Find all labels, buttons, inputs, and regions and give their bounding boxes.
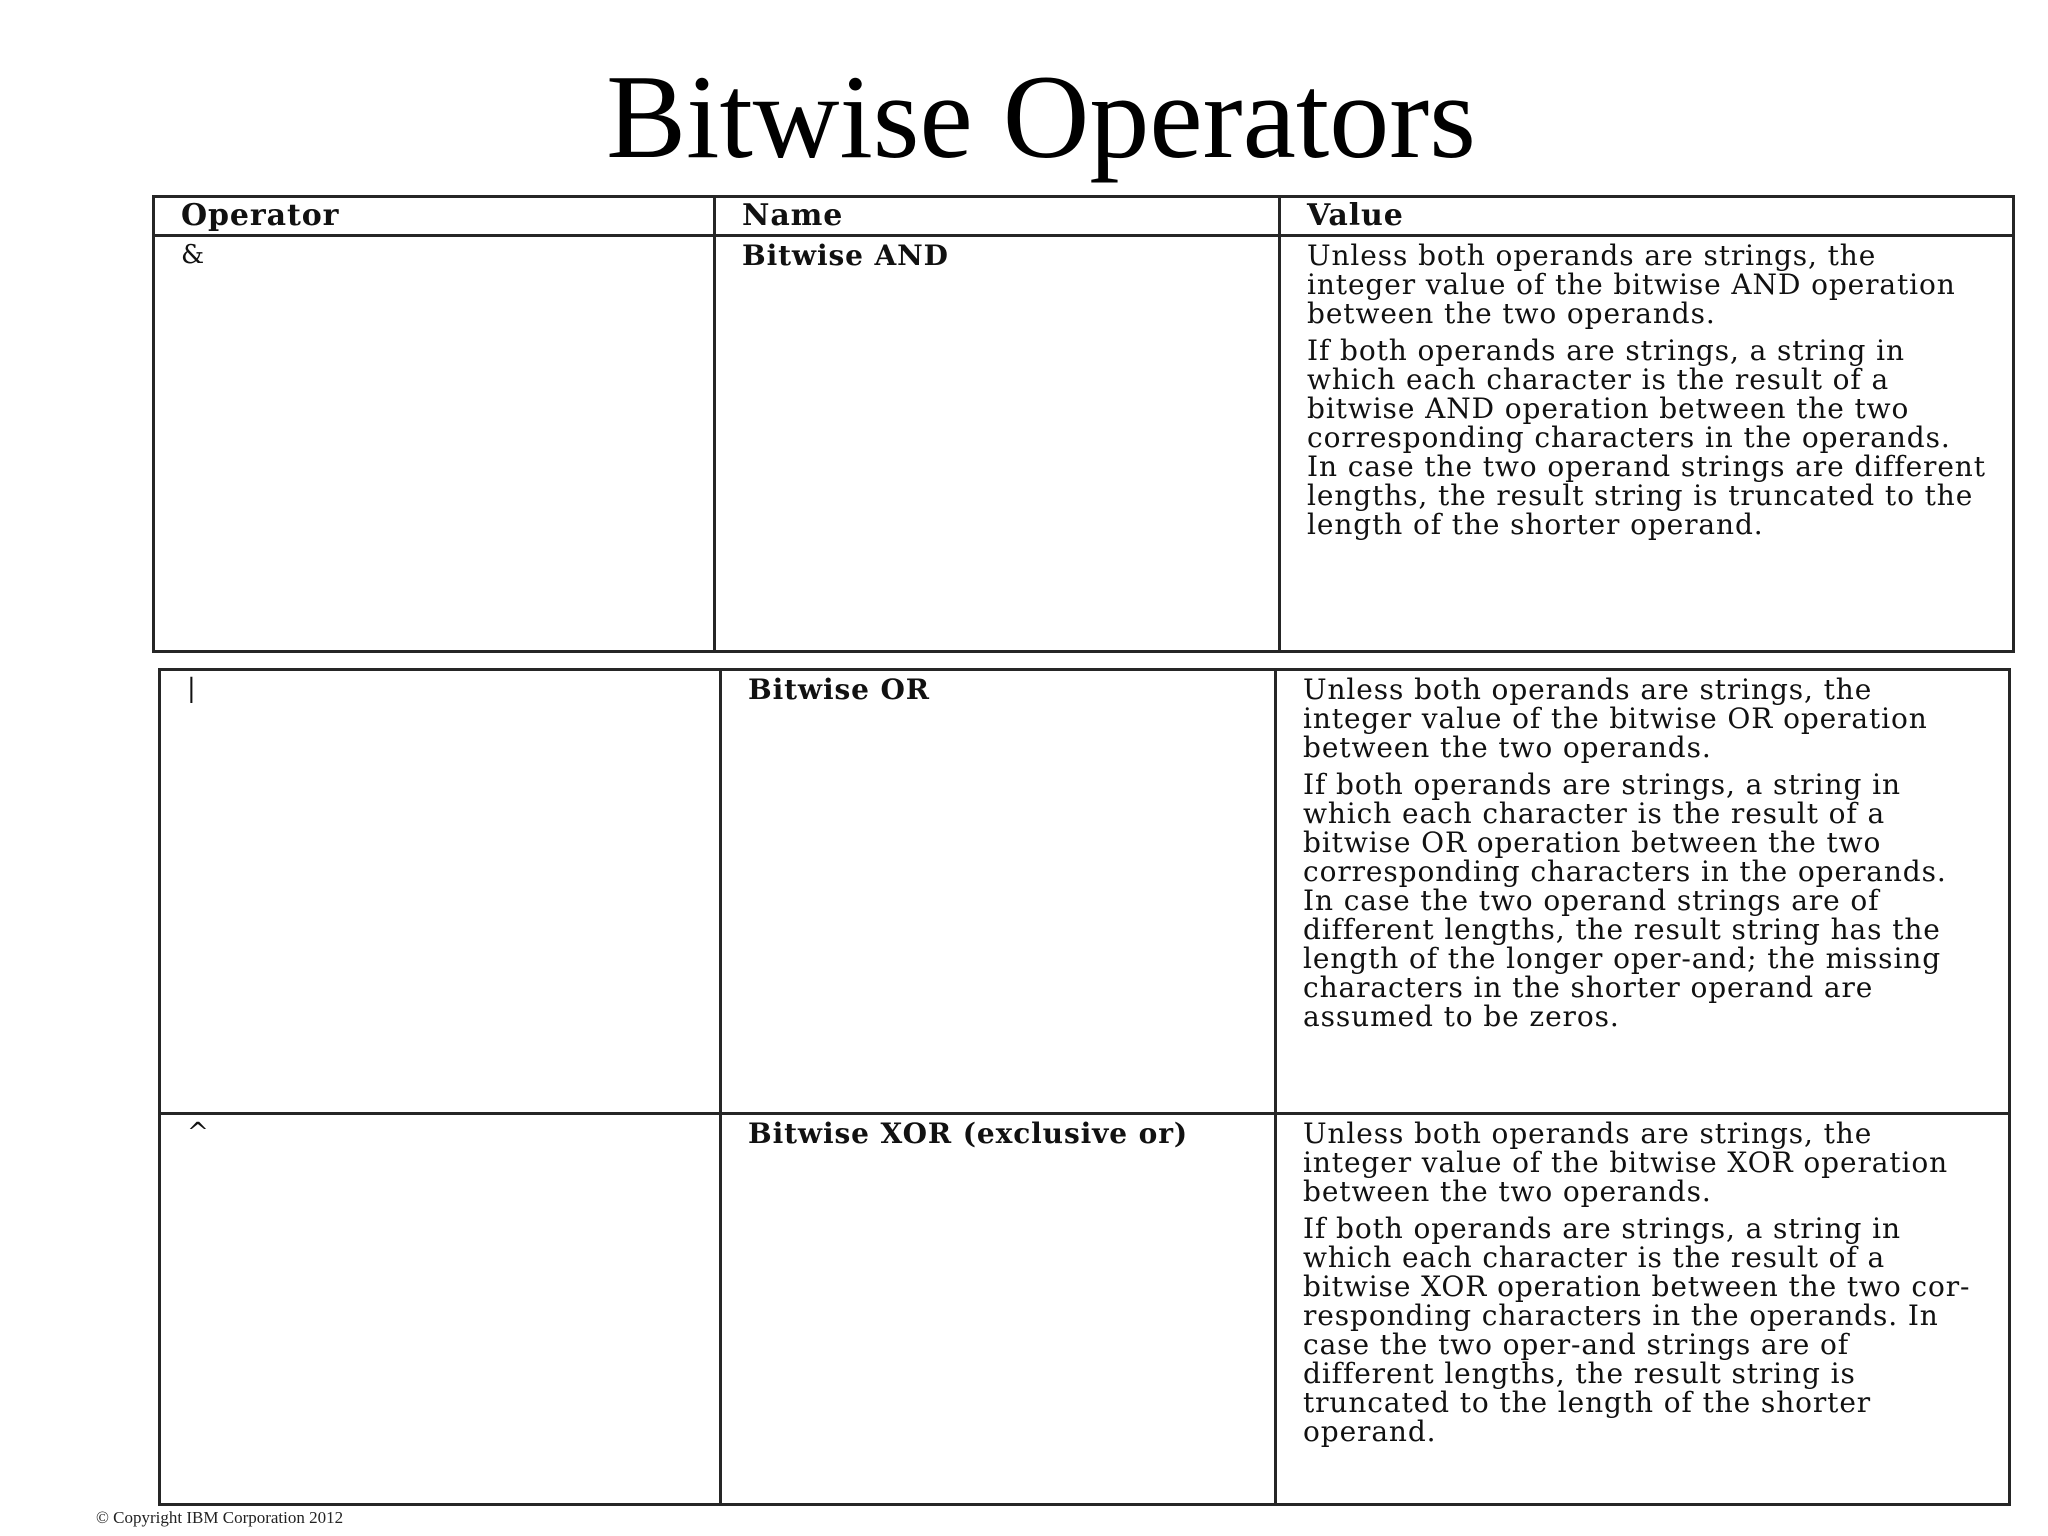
operator-symbol: ^	[160, 1114, 721, 1505]
slide-title: Bitwise Operators	[606, 50, 1476, 183]
operator-name: Bitwise AND	[715, 236, 1280, 652]
operator-name: Bitwise XOR (exclusive or)	[721, 1114, 1276, 1505]
operators-table-part-2	[158, 668, 2011, 1506]
value-paragraph: If both operands are strings, a string in which each character is the result of a bitwise AND operation between the two corresponding characters in the operands. In case the two operand strings are different lengths, the result string is truncated to the length of the shorter operand.	[1307, 334, 1986, 541]
header-value: Value	[1280, 197, 2014, 236]
value-paragraph: Unless both operands are strings, the integer value of the bitwise XOR operation between the two operands.	[1303, 1117, 1949, 1208]
value-paragraph: Unless both operands are strings, the integer value of the bitwise OR operation between the two operands.	[1303, 673, 1928, 764]
table-row-xor	[160, 1114, 2010, 1505]
operator-value	[1280, 236, 2014, 652]
copyright-notice: © Copyright IBM Corporation 2012	[96, 1508, 344, 1527]
operator-symbol: &	[154, 236, 715, 652]
table-header-row	[154, 197, 2014, 236]
header-operator: Operator	[154, 197, 715, 236]
value-paragraph: If both operands are strings, a string in which each character is the result of a bitwise OR operation between the two corresponding characters in the operands. In case the two operand strings are of different lengths, the result string has the length of the longer oper-and; the missing characters in the shorter operand are assumed to be zeros.	[1303, 768, 1947, 1033]
operator-value	[1276, 670, 2010, 1114]
operators-table-part-1	[152, 195, 2015, 653]
value-paragraph: If both operands are strings, a string in which each character is the result of a bitwise XOR operation between the two cor-responding characters in the operands. In case the two oper-and strings are of different lengths, the result string is truncated to the length of the shorter operand.	[1303, 1212, 1971, 1448]
table-row-or	[160, 670, 2010, 1114]
operator-name: Bitwise OR	[721, 670, 1276, 1114]
operator-value	[1276, 1114, 2010, 1505]
operator-symbol: |	[160, 670, 721, 1114]
header-name: Name	[715, 197, 1280, 236]
table-row-and	[154, 236, 2014, 652]
value-paragraph: Unless both operands are strings, the integer value of the bitwise AND operation between the two operands.	[1307, 239, 1956, 330]
